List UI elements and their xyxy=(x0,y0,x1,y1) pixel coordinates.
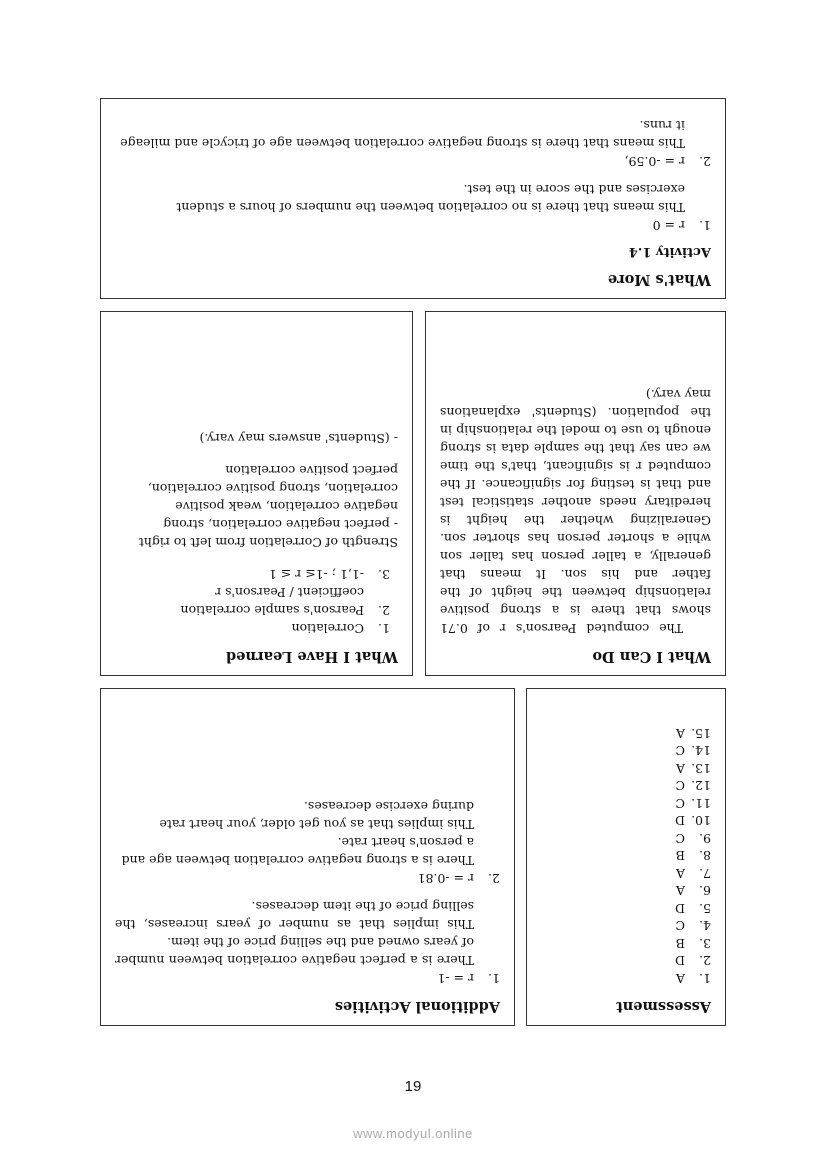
whats-more-box xyxy=(100,98,726,299)
answer-item xyxy=(541,865,711,883)
additional-activities-box xyxy=(100,688,515,1026)
answer-item xyxy=(541,900,711,918)
answer-list xyxy=(541,725,711,988)
whats-more-item xyxy=(115,180,711,234)
answer-item xyxy=(541,847,711,865)
item-explanation: This means that there is no correlation between the numbers of hours a student exercises and the score in the test. xyxy=(176,182,685,215)
answer-number: 11. xyxy=(691,796,711,811)
what-i-can-do-paragraph: The computed Pearson's r of 0.71 shows that there is a strong positive relationship between the height of the father and his son. It means that generally, a taller person has taller son while a shorter person has shorter son. Generalizing whether the height is hereditary needs another statistical test and that is testing for significance. If the computed r is significant, that's the time we can say that the sample data is strong enough to use to model the relationship in the population. (Students' explanations may vary.) xyxy=(440,387,711,636)
what-i-can-do-title: What I Can Do xyxy=(592,648,711,665)
learned-list xyxy=(115,565,398,637)
item-number: 1. xyxy=(378,621,390,636)
answer-number: 2. xyxy=(699,953,711,969)
answer-letter: B xyxy=(675,848,685,864)
item-line: There is a strong negative correlation between age and a person's heart rate. xyxy=(121,835,474,868)
answer-item xyxy=(541,760,711,778)
answer-number: 9. xyxy=(699,831,711,846)
strength-text: - perfect negative correlation, strong negative correlation, weak positive correlation, strong positive correlation, perfect positive correlation xyxy=(147,463,398,532)
answer-number: 10. xyxy=(691,813,711,829)
what-i-have-learned-box xyxy=(100,311,413,676)
answer-letter: C xyxy=(675,778,685,794)
watermark: www.modyul.online xyxy=(353,1126,473,1141)
answer-item xyxy=(541,882,711,900)
item-number: 3. xyxy=(378,567,390,582)
answer-number: 1. xyxy=(699,971,711,986)
item-line: This implies that as you get older, your heart rate during exercise decreases. xyxy=(159,799,474,832)
answer-item xyxy=(541,777,711,795)
answer-letter: D xyxy=(674,813,685,829)
activity-item xyxy=(115,897,500,987)
answer-letter: A xyxy=(675,971,685,986)
page-number: 19 xyxy=(404,1078,422,1095)
assessment-box xyxy=(526,688,726,1026)
item-text: Pearson's sample correlation coefficient / Pearson's r xyxy=(180,585,364,618)
answer-item xyxy=(541,725,711,743)
answer-letter: C xyxy=(675,831,685,846)
answer-item xyxy=(541,970,711,988)
answer-item xyxy=(541,795,711,813)
item-explanation: This means that there is strong negative correlation between age of tricycle and mileage it runs. xyxy=(120,118,685,151)
item-number: 1. xyxy=(699,218,711,233)
answer-letter: D xyxy=(674,953,685,969)
additional-activities-title: Additional Activities xyxy=(334,998,500,1015)
answer-number: 5. xyxy=(699,901,711,916)
answer-letter: A xyxy=(675,866,685,881)
item-text: -1,1 ; -1≤ r ≤ 1 xyxy=(268,567,364,582)
item-line: There is a perfect negative correlation between number of years owned and the selling price of the item. xyxy=(115,935,474,968)
answer-number: 14. xyxy=(691,743,711,759)
item-line: This implies that as number of years increases, the selling price of the item decreases. xyxy=(115,899,474,932)
item-answer: r = -0.59, xyxy=(624,154,685,169)
answer-number: 6. xyxy=(699,883,711,899)
answer-number: 7. xyxy=(699,866,711,881)
assessment-title: Assessment xyxy=(616,998,711,1015)
item-number: 2. xyxy=(378,603,390,618)
item-number: 2. xyxy=(699,154,711,169)
answer-item xyxy=(541,917,711,935)
answer-item xyxy=(541,742,711,760)
answer-item xyxy=(541,812,711,830)
answer-letter: B xyxy=(675,936,685,951)
answer-letter: D xyxy=(674,901,685,916)
answer-letter: A xyxy=(675,726,685,741)
activity-subtitle: Activity 1.4 xyxy=(628,244,711,259)
answer-number: 4. xyxy=(699,918,711,934)
item-number: 2. xyxy=(488,871,500,886)
activity-item xyxy=(115,797,500,887)
answer-letter: C xyxy=(675,743,685,759)
what-i-can-do-box xyxy=(425,311,726,676)
item-text: Correlation xyxy=(291,621,364,636)
what-i-have-learned-title: What I Have Learned xyxy=(226,648,398,665)
item-answer: r = -1 xyxy=(437,971,474,986)
students-note: - (Students' answers may vary.) xyxy=(199,431,398,446)
whats-more-title: What's More xyxy=(607,271,711,288)
answer-number: 3. xyxy=(699,936,711,951)
answer-letter: C xyxy=(675,796,685,811)
answer-item xyxy=(541,935,711,953)
whats-more-item xyxy=(115,116,711,170)
item-number: 1. xyxy=(488,971,500,986)
answer-letter: C xyxy=(675,918,685,934)
answer-number: 12. xyxy=(691,778,711,794)
answer-number: 8. xyxy=(699,848,711,864)
answer-number: 15. xyxy=(691,726,711,741)
strength-heading: Strength of Correlation from left to right xyxy=(138,535,398,550)
answer-number: 13. xyxy=(691,761,711,776)
answer-item xyxy=(541,830,711,848)
answer-letter: A xyxy=(675,761,685,776)
item-answer: r = 0 xyxy=(652,218,685,233)
item-answer: r = -0.81 xyxy=(417,871,474,886)
answer-item xyxy=(541,952,711,970)
answer-letter: A xyxy=(675,883,685,899)
